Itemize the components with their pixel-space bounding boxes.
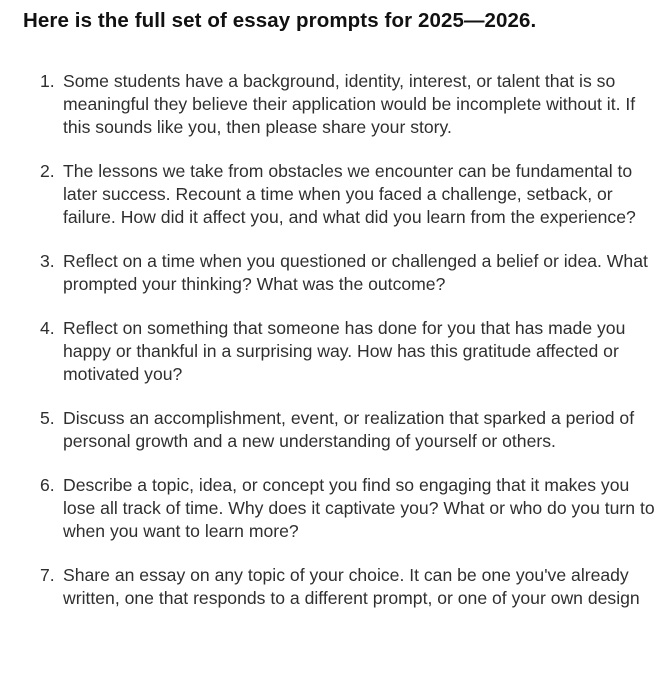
list-item-prompt-6 — [40, 474, 655, 543]
list-item-prompt-5 — [40, 407, 655, 453]
list-item-prompt-3 — [40, 250, 655, 296]
prompt-number: 3. — [40, 251, 55, 271]
prompt-number: 7. — [40, 565, 55, 585]
prompt-text: Discuss an accomplishment, event, or realization that sparked a period of personal growth and a new understanding of yourself or others. — [63, 408, 635, 451]
prompt-text: Some students have a background, identity, interest, or talent that is so meaningful they believe their application would be incomplete without it. If this sounds like you, then please share your story. — [63, 71, 636, 137]
prompt-text: Share an essay on any topic of your choice. It can be one you've already written, one that responds to a different prompt, or one of your own design — [63, 565, 640, 608]
prompt-text: Reflect on something that someone has done for you that has made you happy or thankful in a surprising way. How has this gratitude affected or motivated you? — [63, 318, 626, 384]
prompt-number: 5. — [40, 408, 55, 428]
page-heading: Here is the full set of essay prompts for 2025—2026. — [23, 9, 537, 32]
list-item-prompt-2 — [40, 160, 655, 229]
prompt-text: Describe a topic, idea, or concept you find so engaging that it makes you lose all track of time. Why does it captivate you? What or who do you turn to when you want to learn more? — [63, 475, 655, 541]
list-item-prompt-1 — [40, 70, 655, 139]
prompt-text: The lessons we take from obstacles we encounter can be fundamental to later success. Recount a time when you faced a challenge, setback, or failure. How did it affect you, and what did you learn from the experience? — [63, 161, 636, 227]
prompt-number: 6. — [40, 475, 55, 495]
list-item-prompt-4 — [40, 317, 655, 386]
prompt-number: 4. — [40, 318, 55, 338]
list-item-prompt-7 — [40, 564, 655, 610]
prompt-text: Reflect on a time when you questioned or challenged a belief or idea. What prompted your thinking? What was the outcome? — [63, 251, 648, 294]
prompt-number: 2. — [40, 161, 55, 181]
prompt-list — [40, 70, 655, 610]
prompt-number: 1. — [40, 71, 55, 91]
